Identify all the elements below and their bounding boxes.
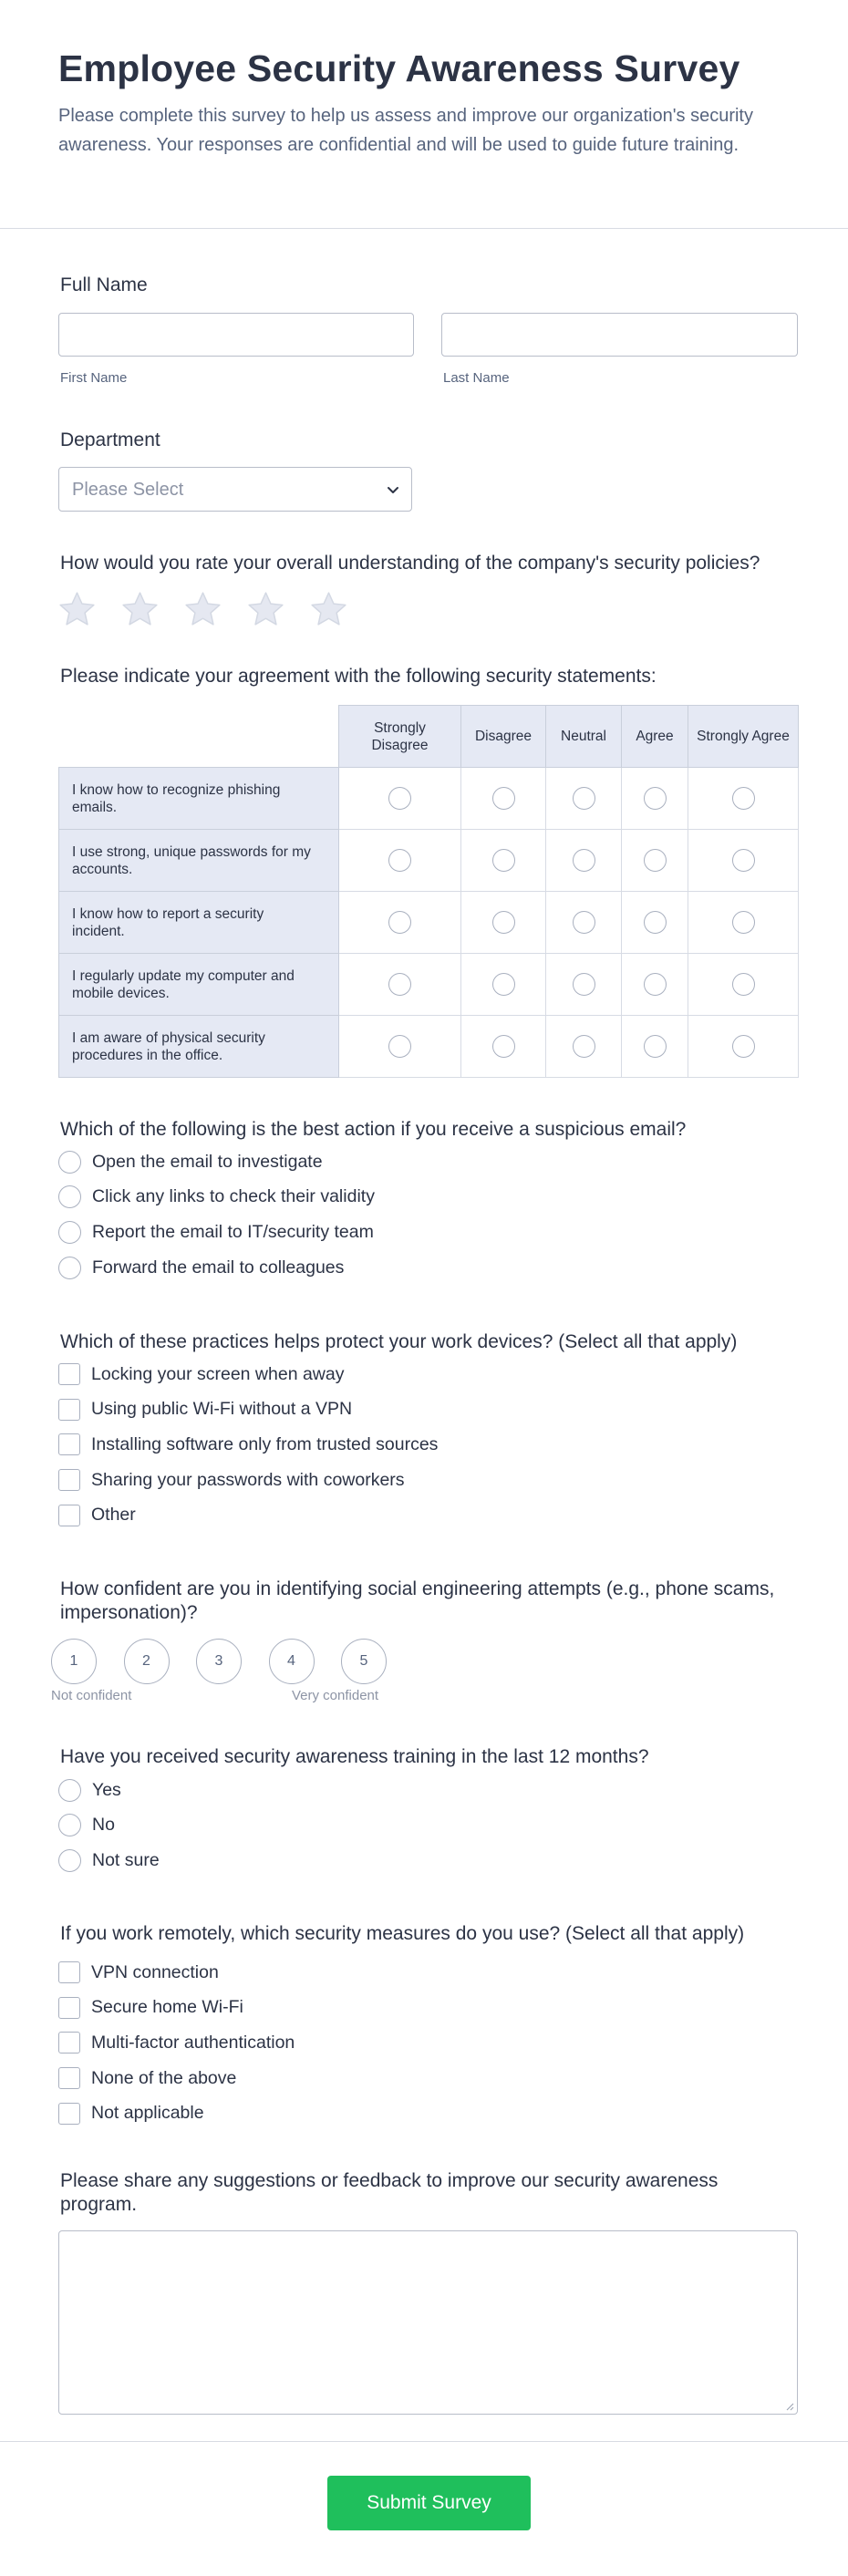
option-label: Not sure [92, 1849, 160, 1870]
last-name-sublabel: Last Name [443, 370, 510, 386]
scale-option[interactable]: 3 [196, 1639, 242, 1684]
confidence-question: How confident are you in identifying social engineering attempts (e.g., phone scams, impersonation)? [60, 1578, 775, 1623]
checkbox-option[interactable] [58, 1468, 405, 1492]
matrix-column-header: Strongly Agree [688, 706, 799, 768]
star-icon[interactable] [119, 589, 160, 630]
matrix-cell [546, 768, 622, 830]
matrix-row-label: I regularly update my computer and mobile devices. [59, 954, 339, 1016]
matrix-column-header: Agree [622, 706, 688, 768]
option-label: Multi-factor authentication [91, 2032, 295, 2053]
matrix-radio[interactable] [492, 1035, 515, 1058]
first-name-input[interactable] [58, 313, 414, 357]
matrix-cell [461, 892, 546, 954]
matrix-cell [622, 768, 688, 830]
matrix-row [59, 1016, 799, 1078]
option-label: Open the email to investigate [92, 1151, 323, 1172]
matrix-radio[interactable] [732, 787, 755, 810]
matrix-cell [339, 892, 461, 954]
scale-option[interactable]: 2 [124, 1639, 170, 1684]
last-name-input[interactable] [441, 313, 798, 357]
option-label: Not applicable [91, 2103, 204, 2124]
matrix-row-label: I use strong, unique passwords for my accounts. [59, 830, 339, 892]
radio-option[interactable] [58, 1848, 160, 1872]
checkbox[interactable] [58, 2067, 80, 2089]
matrix-row-label: I know how to report a security incident. [59, 892, 339, 954]
option-label: Using public Wi-Fi without a VPN [91, 1399, 353, 1420]
scale-option[interactable]: 5 [341, 1639, 387, 1684]
matrix-cell [688, 830, 799, 892]
matrix-cell [339, 768, 461, 830]
first-name-sublabel: First Name [60, 370, 128, 386]
matrix-radio[interactable] [573, 973, 595, 996]
matrix-radio[interactable] [388, 1035, 411, 1058]
option-label: Installing software only from trusted sources [91, 1433, 439, 1454]
star-icon[interactable] [182, 589, 223, 630]
matrix-cell [688, 1016, 799, 1078]
chevron-down-icon [386, 482, 400, 497]
option-label: Locking your screen when away [91, 1363, 345, 1384]
feedback-textarea[interactable] [58, 2230, 798, 2415]
checkbox[interactable] [58, 1997, 80, 2019]
option-label: Report the email to IT/security team [92, 1221, 374, 1242]
suspicious-email-question: Which of the following is the best action if you receive a suspicious email? [60, 1119, 687, 1140]
matrix-row [59, 768, 799, 830]
checkbox[interactable] [58, 2103, 80, 2125]
matrix-radio[interactable] [388, 849, 411, 872]
checkbox-option[interactable] [58, 2031, 295, 2054]
matrix-cell [622, 892, 688, 954]
matrix-radio[interactable] [732, 849, 755, 872]
matrix-radio[interactable] [732, 911, 755, 934]
matrix-cell [339, 830, 461, 892]
matrix-radio[interactable] [644, 849, 667, 872]
option-label: Sharing your passwords with coworkers [91, 1469, 405, 1490]
matrix-cell [546, 830, 622, 892]
matrix-cell [339, 1016, 461, 1078]
matrix-radio[interactable] [732, 973, 755, 996]
matrix-question: Please indicate your agreement with the following security statements: [60, 666, 657, 687]
matrix-row-label: I am aware of physical security procedures in the office. [59, 1016, 339, 1078]
radio-option[interactable] [58, 1778, 121, 1802]
matrix-radio[interactable] [644, 911, 667, 934]
scale-min-label: Not confident [51, 1688, 132, 1703]
matrix-column-header: Strongly Disagree [339, 706, 461, 768]
checkbox[interactable] [58, 1399, 80, 1421]
scale-max-label: Very confident [292, 1688, 379, 1703]
option-label: VPN connection [91, 1961, 219, 1982]
matrix-corner [59, 706, 339, 768]
checkbox[interactable] [58, 1961, 80, 1983]
matrix-radio[interactable] [492, 911, 515, 934]
matrix-cell [688, 954, 799, 1016]
checkbox[interactable] [58, 1363, 80, 1385]
matrix-row [59, 954, 799, 1016]
matrix-cell [688, 768, 799, 830]
department-select[interactable] [58, 467, 412, 512]
option-label: Click any links to check their validity [92, 1186, 375, 1207]
matrix-radio[interactable] [492, 973, 515, 996]
matrix-radio[interactable] [644, 1035, 667, 1058]
checkbox[interactable] [58, 1469, 80, 1491]
radio-option[interactable] [58, 1150, 323, 1174]
matrix-cell [461, 768, 546, 830]
scale-option[interactable]: 4 [269, 1639, 315, 1684]
radio-button[interactable] [58, 1221, 81, 1244]
matrix-cell [339, 954, 461, 1016]
matrix-cell [461, 1016, 546, 1078]
radio-option[interactable] [58, 1220, 374, 1244]
checkbox[interactable] [58, 1505, 80, 1526]
matrix-cell [622, 830, 688, 892]
checkbox-option[interactable] [58, 1433, 438, 1456]
radio-button[interactable] [58, 1779, 81, 1802]
radio-option[interactable] [58, 1256, 344, 1279]
matrix-column-header: Disagree [461, 706, 546, 768]
resize-grip-icon[interactable] [785, 2402, 794, 2411]
matrix-radio[interactable] [573, 787, 595, 810]
matrix-radio[interactable] [644, 973, 667, 996]
matrix-radio[interactable] [732, 1035, 755, 1058]
department-placeholder: Please Select [72, 480, 184, 500]
option-label: None of the above [91, 2067, 237, 2088]
matrix-cell [622, 1016, 688, 1078]
agreement-matrix [58, 705, 799, 1078]
radio-button[interactable] [58, 1814, 81, 1836]
option-label: Secure home Wi-Fi [91, 1997, 243, 2018]
radio-button[interactable] [58, 1185, 81, 1208]
matrix-cell [461, 830, 546, 892]
rating-question: How would you rate your overall understanding of the company's security policies? [60, 553, 760, 574]
checkbox-option[interactable] [58, 1362, 345, 1386]
star-rating [57, 589, 349, 630]
radio-option[interactable] [58, 1185, 375, 1209]
radio-button[interactable] [58, 1849, 81, 1872]
checkbox-option[interactable] [58, 2102, 204, 2126]
star-icon[interactable] [57, 589, 98, 630]
page-title: Employee Security Awareness Survey [58, 47, 740, 89]
checkbox-option[interactable] [58, 1960, 219, 1984]
checkbox-option[interactable] [58, 1504, 136, 1527]
feedback-question: Please share any suggestions or feedback to improve our security awareness program. [60, 2170, 719, 2215]
matrix-cell [546, 954, 622, 1016]
training-question: Have you received security awareness training in the last 12 months? [60, 1746, 649, 1767]
radio-button[interactable] [58, 1257, 81, 1279]
option-label: Other [91, 1505, 136, 1526]
matrix-radio[interactable] [388, 911, 411, 934]
matrix-radio[interactable] [492, 787, 515, 810]
matrix-cell [688, 892, 799, 954]
matrix-radio[interactable] [492, 849, 515, 872]
matrix-column-header: Neutral [546, 706, 622, 768]
remote-question: If you work remotely, which security measures do you use? (Select all that apply) [60, 1923, 745, 1944]
matrix-row-label: I know how to recognize phishing emails. [59, 768, 339, 830]
option-label: No [92, 1815, 115, 1836]
option-label: Yes [92, 1779, 121, 1800]
checkbox[interactable] [58, 2032, 80, 2054]
device-practices-question: Which of these practices helps protect your work devices? (Select all that apply) [60, 1331, 738, 1352]
checkbox-option[interactable] [58, 2066, 236, 2090]
star-icon[interactable] [245, 589, 286, 630]
option-label: Forward the email to colleagues [92, 1257, 345, 1278]
matrix-cell [461, 954, 546, 1016]
radio-option[interactable] [58, 1814, 115, 1837]
form-description: Please complete this survey to help us assess and improve our organization's security awareness. Your responses are confidential and will be used to guide future training. [58, 106, 753, 155]
checkbox-option[interactable] [58, 1996, 243, 2020]
star-icon[interactable] [308, 589, 349, 630]
checkbox[interactable] [58, 1433, 80, 1455]
matrix-row [59, 892, 799, 954]
matrix-radio[interactable] [388, 973, 411, 996]
form-header [0, 0, 848, 229]
matrix-cell [546, 1016, 622, 1078]
checkbox-option[interactable] [58, 1398, 352, 1422]
submit-button[interactable]: Submit Survey [327, 2476, 531, 2530]
matrix-cell [622, 954, 688, 1016]
matrix-row [59, 830, 799, 892]
matrix-radio[interactable] [573, 911, 595, 934]
matrix-radio[interactable] [573, 849, 595, 872]
department-label: Department [60, 429, 160, 450]
matrix-radio[interactable] [388, 787, 411, 810]
scale-option[interactable]: 1 [51, 1639, 97, 1684]
form-footer [0, 2441, 848, 2576]
matrix-radio[interactable] [573, 1035, 595, 1058]
matrix-cell [546, 892, 622, 954]
radio-button[interactable] [58, 1151, 81, 1174]
full-name-label: Full Name [60, 274, 148, 295]
matrix-radio[interactable] [644, 787, 667, 810]
